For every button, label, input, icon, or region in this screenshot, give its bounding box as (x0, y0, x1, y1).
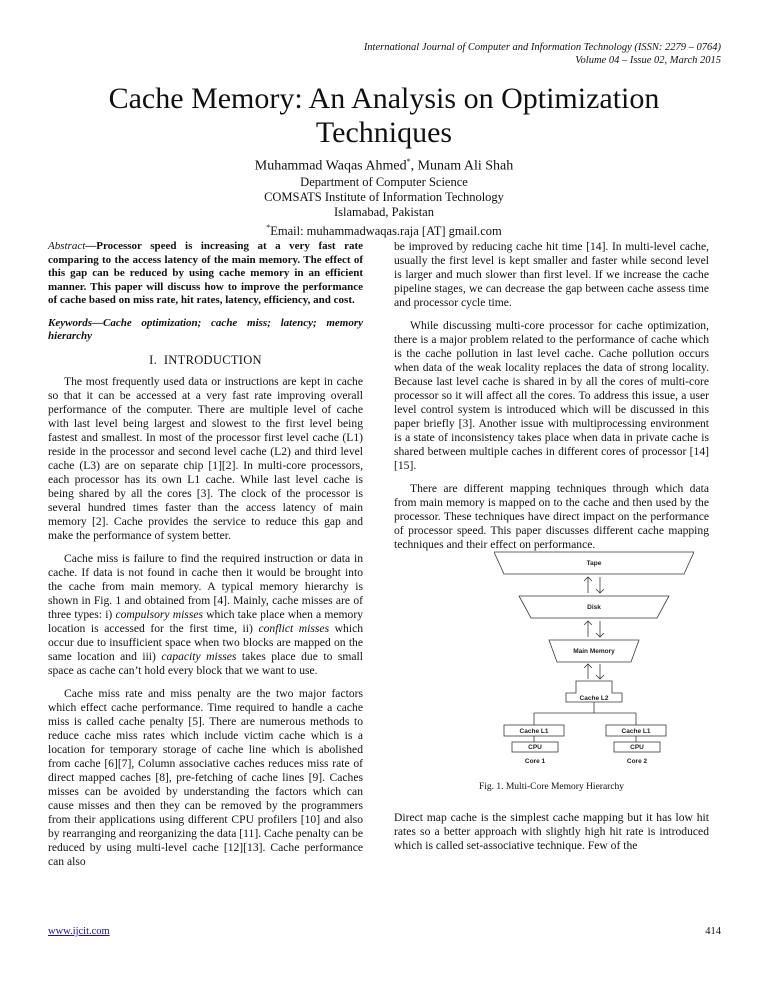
section-heading: I. INTRODUCTION (149, 352, 262, 367)
cache-l1-label: Cache L1 (621, 728, 651, 735)
abstract-text: —Processor speed is increasing at a very fast rate comparing to the access latency of the main memory. The effect of this gap can be reduced by using cache memory in an efficient manner. This paper will discuss how to improve the performance of cache based on miss rate, hit rates, latency, efficiency, and cost. (48, 240, 363, 306)
keywords-text: —Cache optimization; cache miss; latency; memory hierarchy (48, 316, 363, 342)
email-mark: * (266, 223, 271, 232)
left-column (48, 240, 363, 878)
journal-name-line: International Journal of Computer and Information Technology (ISSN: 2279 – 0764) (363, 42, 721, 53)
double-arrow (584, 621, 604, 637)
term-capacity: capacity misses (161, 649, 237, 663)
cache-l2-label: Cache L2 (579, 695, 609, 702)
city: Islamabad, Pakistan (334, 205, 434, 219)
paragraph: be improved by reducing cache hit time [14]. In multi-level cache, usually the first level is kept smaller and faster while second level is larger and much slower than first level. If we increase the cache pipeline stages, we can decrease the gap between cache assess time and processor cycle time. (394, 240, 709, 309)
paragraph: Cache miss rate and miss penalty are the two major factors which effect cache performance. Time required to handle a cache miss is called cache penalty [5]. There are numerous methods to reduce cache miss rates which include victim cache which is a location for temporary storage of cache line which is abolished from cache [6][7], Column associative caches reduces miss rate of direct mapped caches [8], pre-fetching of cache lines [9]. Caches misses can be avoided by understanding the factors which can cause misses and then they can be removed by the programmers from their applications using different CPU profilers [10] and also by rearranging and reorganizing the data [11]. Cache penalty can be reduced by using multi-level cache [12][13]. Cache performance can also (48, 686, 363, 868)
double-arrow (584, 577, 604, 593)
paragraph-text: takes place due to small space as cache can’t hold every block that we want to use. (48, 649, 363, 677)
term-compulsory: compulsory misses (115, 607, 203, 621)
main-memory-label: Main Memory (573, 648, 615, 655)
paragraph (48, 552, 363, 678)
department: Department of Computer Science (300, 175, 468, 189)
email-line (0, 220, 768, 239)
memory-hierarchy-figure (494, 550, 694, 772)
l1-cpu-line (534, 736, 636, 742)
email: Email: muhammadwaqas.raja [AT] gmail.com (270, 224, 502, 239)
paragraph: Direct map cache is the simplest cache mapping but it has low hit rates so a better approach with slightly high hit rate is introduced which is called set-associative technique. Few of the (394, 811, 709, 852)
paragraph-text: Cache miss is failure to find the required instruction or data in cache. If data is not found in cache then it would be brought into the cache from main memory. A typical memory hierarchy is shown in Fig. 1 and obtained from [4]. Mainly, cache misses are of three types: i) (48, 551, 363, 621)
author-separator: , (410, 158, 418, 174)
figure-caption: Fig. 1. Multi-Core Memory Hierarchy (478, 782, 625, 792)
memory-hierarchy-diagram (494, 550, 694, 772)
paragraph: There are different mapping techniques through which data from main memory is mapped on to the cache and then used by the processor. These techniques have direct impact on the performance of processor speed. This paper discusses different cache mapping techniques and their effect on performance. (394, 482, 709, 551)
cpu-label: CPU (528, 744, 542, 751)
paragraph: While discussing multi-core processor for cache optimization, there is a major problem related to the performance of cache which is the cache pollution in last level cache. Cache pollution occurs when data of the weak locality replaces the data of strong locality. Because last level cache is shared in by all the cores of multi-core processor so it will affect all the cores. To address this issue, a user level control system is introduced which will be discussed in this paper briefly [3]. Another issue with multiprocessing environment is a state of inconsistency takes place when data in private cache is shared between multiple caches in different cores of processor [14][15]. (394, 319, 709, 472)
keywords (48, 317, 363, 344)
right-column (394, 240, 709, 561)
author-name: Muhammad Waqas Ahmed (254, 158, 407, 174)
disk-label: Disk (587, 604, 601, 611)
core-label: Core 1 (524, 758, 546, 765)
core-label: Core 2 (626, 758, 648, 765)
cpu-label: CPU (630, 744, 644, 751)
right-column-continued (394, 811, 709, 853)
bus-line (534, 702, 636, 725)
abstract-label: Abstract (48, 240, 86, 252)
corresponding-mark: * (406, 157, 411, 166)
tape-label: Tape (586, 560, 602, 567)
journal-website-link[interactable]: www.ijcit.com (48, 926, 110, 937)
keywords-label: Keywords (48, 316, 92, 329)
paper-title: Cache Memory: An Analysis on Optimization Techniques (108, 82, 660, 149)
institute: COMSATS Institute of Information Technology (264, 190, 504, 204)
affiliation-block (0, 175, 768, 239)
abstract (48, 240, 363, 308)
author-name: Munam Ali Shah (417, 158, 514, 174)
cache-l1-label: Cache L1 (519, 728, 549, 735)
author-line (0, 153, 768, 176)
paragraph-text: which occur due to insufficient space when two blocks are mapped on the same location and iii) (48, 621, 364, 663)
paragraph: The most frequently used data or instructions are kept in cache so that it can be accessed at a very fast rate improving overall performance of the computer. There are multiple level of cache with last level being largest and slowest to the first level being fastest and smallest. In most of the processor first level cache (L1) reside in the processor and second level cache (L2) and third level cache (L3) are on separate chip [1][2]. In multi-core processors, each processor has its own L1 cache. While last level cache is being shared by all the cores [3]. The clock of the processor is several hundred times faster than the access latency of main memory [2]. Cache provides the service to reduce this gap and make the performance of system better. (48, 374, 363, 542)
page-number: 414 (705, 926, 721, 937)
journal-issue-line: Volume 04 – Issue 02, March 2015 (575, 55, 721, 66)
term-conflict: conflict misses (258, 621, 330, 635)
journal-header (364, 41, 721, 67)
paragraph-text: which take place when a memory location is accessed for the first time, ii) (48, 607, 363, 635)
double-arrow (584, 664, 604, 679)
